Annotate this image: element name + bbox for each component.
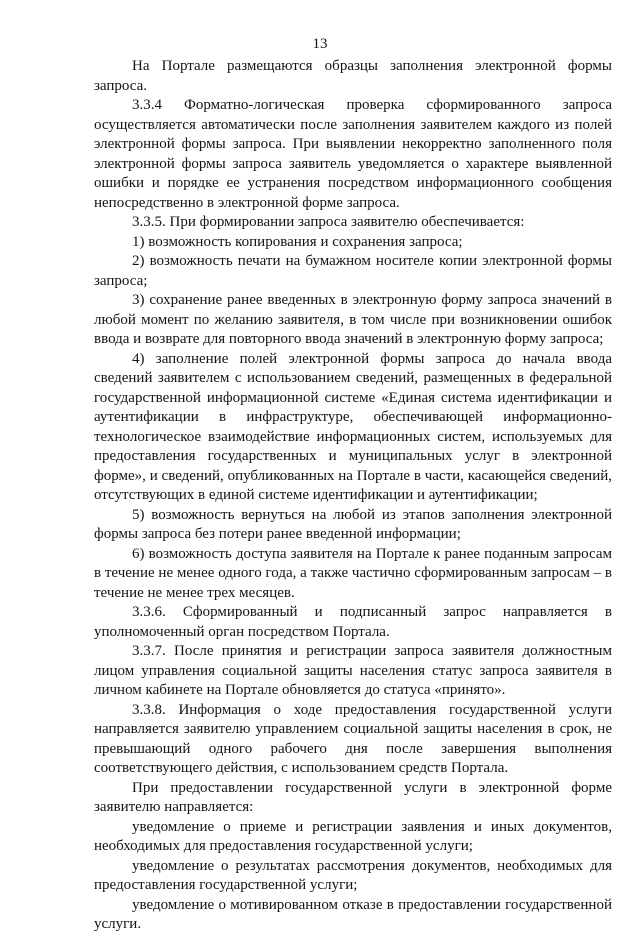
paragraph: 5) возможность вернуться на любой из этапов заполнения электронной формы запроса без потери ранее введенной информации; (94, 506, 612, 542)
page-number: 13 (312, 36, 328, 52)
paragraph: 3.3.6. Сформированный и подписанный запрос направляется в уполномоченный орган посредством Портала. (94, 604, 612, 640)
paragraph: 3.3.4 Форматно-логическая проверка сформированного запроса осуществляется автоматически после заполнения заявителем каждого из полей электронной формы запроса. При выявлении некорректно заполненного поля электронной формы запроса заявитель уведомляется о характере выявленной ошибки и порядке ее устранения посредством информационного сообщения непосредственно в электронной форме запроса. (94, 97, 612, 211)
paragraph: 3.3.8. Информация о ходе предоставления государственной услуги направляется заявителю управлением социальной защиты населения в срок, не превышающий одного рабочего дня после завершения выполнения соответствующего действия, с использованием средств Портала. (94, 701, 612, 776)
paragraph: 4) заполнение полей электронной формы запроса до начала ввода сведений заявителем с использованием сведений, размещенных в федеральной государственной информационной системе «Единая система идентификации и аутентификации в инфраструктуре, обеспечивающей информационно-технологическое взаимодействие информационных систем, используемых для предоставления государственных и муниципальных услуг в электронной форме», и сведений, опубликованных на Портале в части, касающейся сведений, отсутствующих в единой системе идентификации и аутентификации; (94, 350, 612, 503)
paragraph: уведомление о результатах рассмотрения документов, необходимых для предоставления государственной услуги; (94, 857, 612, 893)
paragraph: 3) сохранение ранее введенных в электронную форму запроса значений в любой момент по желанию заявителя, в том числе при возникновении ошибок ввода и возврате для повторного ввода значений в электронную форму запроса; (94, 292, 612, 347)
document-body (94, 57, 612, 935)
paragraph: уведомление о приеме и регистрации заявления и иных документов, необходимых для предоставления государственной услуги; (94, 818, 612, 854)
paragraph: 3.3.7. После принятия и регистрации запроса заявителя должностным лицом управления социальной защиты населения статус запроса заявителя в личном кабинете на Портале обновляется до статуса «принято». (94, 643, 612, 698)
paragraph: 2) возможность печати на бумажном носителе копии электронной формы запроса; (94, 253, 612, 289)
paragraph: 6) возможность доступа заявителя на Портале к ранее поданным запросам в течение не менее одного года, а также частично сформированным запросам – в течение не менее трех месяцев. (94, 545, 612, 601)
paragraph: 3.3.5. При формировании запроса заявителю обеспечивается: (132, 214, 525, 230)
paragraph: уведомление о мотивированном отказе в предоставлении государственной услуги. (94, 896, 612, 932)
paragraph: На Портале размещаются образцы заполнения электронной формы запроса. (94, 58, 612, 94)
paragraph: При предоставлении государственной услуги в электронной форме заявителю направляется: (94, 779, 612, 815)
paragraph: 1) возможность копирования и сохранения запроса; (132, 233, 463, 250)
